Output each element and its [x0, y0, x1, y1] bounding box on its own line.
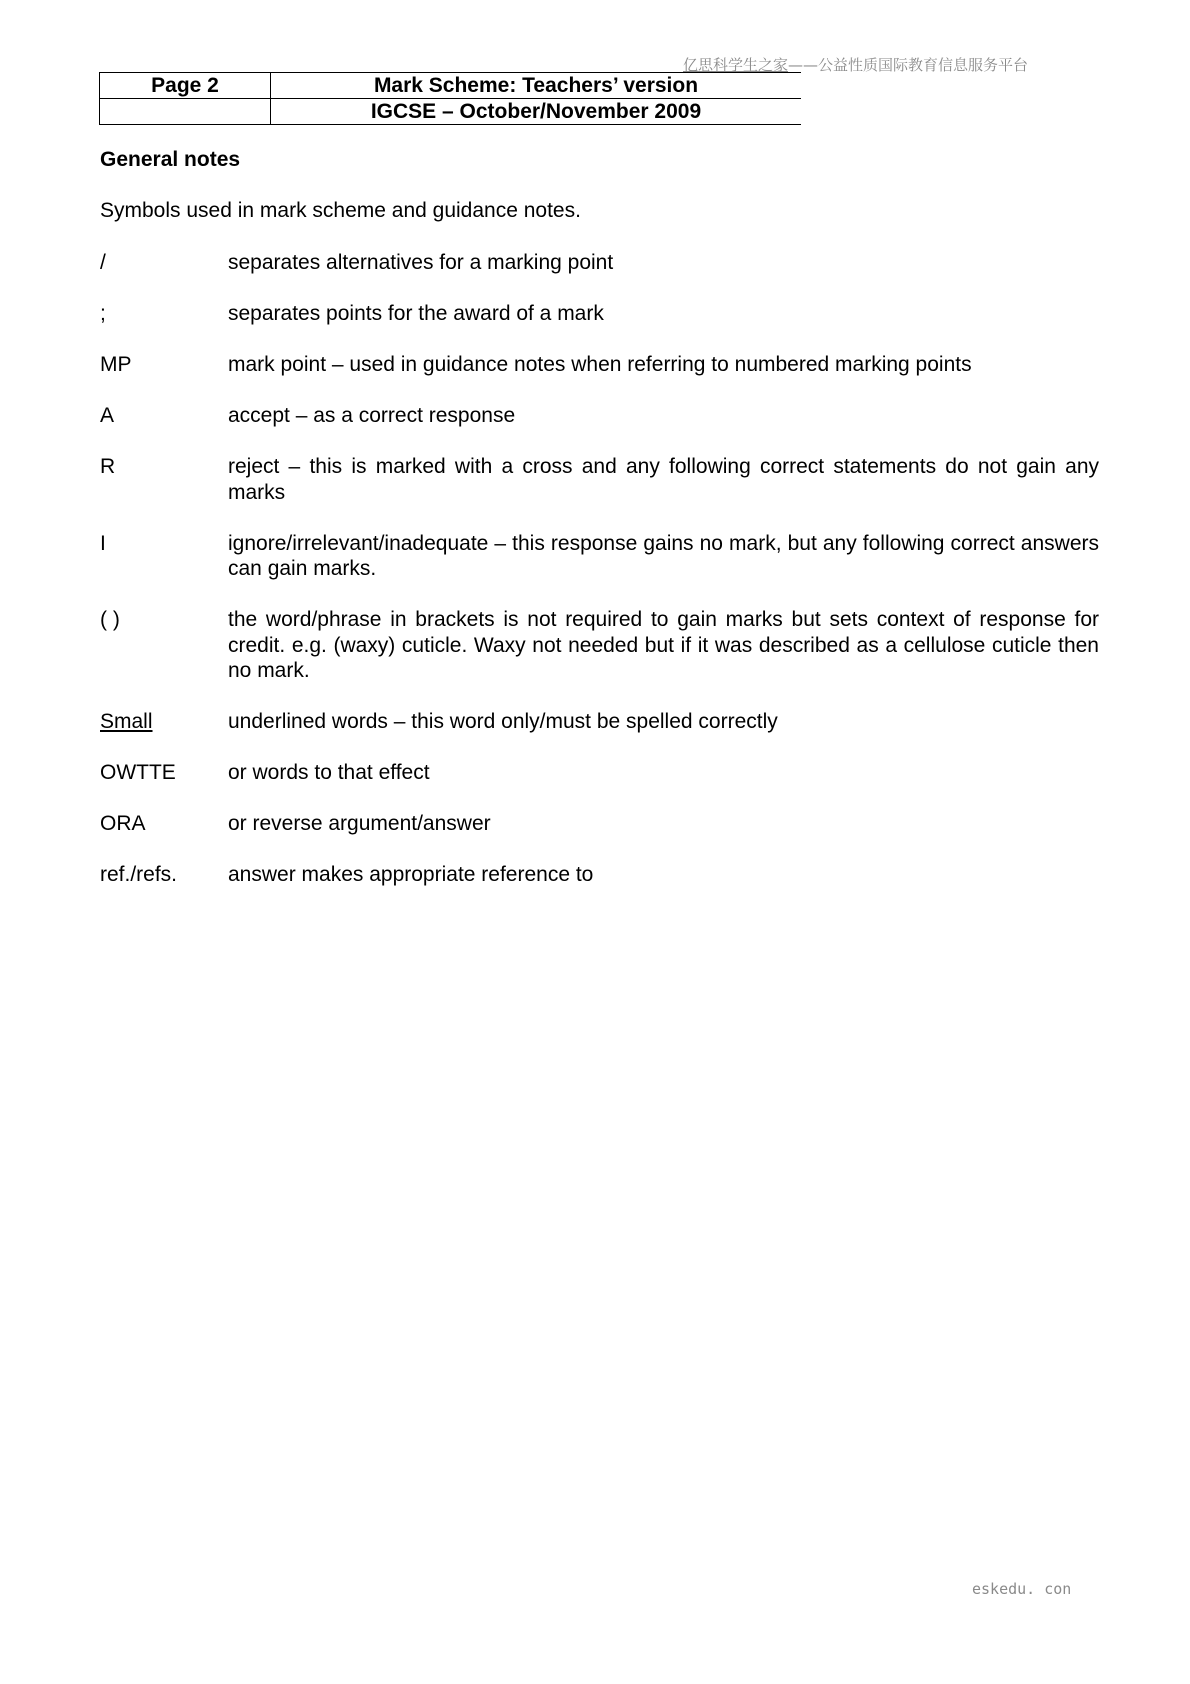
symbol-description: mark point – used in guidance notes when referring to numbered marking points — [228, 353, 972, 376]
symbol: R — [100, 455, 116, 478]
watermark-site: 亿思科学生之家 — [683, 56, 789, 74]
page-header-table — [99, 72, 801, 125]
symbols-list — [100, 250, 1099, 913]
section-heading: General notes — [100, 148, 241, 171]
symbol-description: or words to that effect — [228, 761, 430, 784]
symbol: ; — [100, 302, 106, 325]
symbol-description: underlined words – this word only/must be spelled correctly — [228, 710, 778, 733]
empty-cell — [100, 99, 271, 125]
watermark-bottom: eskedu. con — [972, 1580, 1072, 1598]
symbol-row — [100, 607, 1099, 684]
symbol-description: the word/phrase in brackets is not required to gain marks but sets context of response for credit. e.g. (waxy) cuticle. Waxy not needed but if it was described as a cellulose cuticle then no mark. — [228, 608, 1099, 682]
symbol-description: accept – as a correct response — [228, 404, 516, 427]
symbol-row — [100, 709, 1099, 735]
symbol-description: or reverse argument/answer — [228, 812, 491, 835]
symbol-row — [100, 301, 1099, 327]
symbol: Small — [100, 710, 153, 733]
symbol-description: answer makes appropriate reference to — [228, 863, 594, 886]
symbol-row — [100, 862, 1099, 888]
watermark-tagline: ——公益性质国际教育信息服务平台 — [788, 56, 1029, 74]
symbol-row — [100, 531, 1099, 582]
symbol-description: ignore/irrelevant/inadequate – this response gains no mark, but any following correct answers can gain marks. — [228, 531, 1099, 580]
symbol-row — [100, 454, 1099, 505]
document-title: Mark Scheme: Teachers’ version — [271, 73, 802, 99]
symbol: MP — [100, 353, 132, 376]
symbol: / — [100, 251, 106, 274]
symbol: OWTTE — [100, 761, 176, 784]
symbol-description: reject – this is marked with a cross and any following correct statements do not gain any marks — [228, 455, 1099, 504]
page-number: Page 2 — [100, 73, 271, 99]
symbol: ( ) — [100, 608, 120, 631]
symbol: ORA — [100, 812, 146, 835]
symbol: A — [100, 404, 115, 427]
symbol-description: separates alternatives for a marking point — [228, 251, 614, 274]
symbol-row — [100, 403, 1099, 429]
symbol-row — [100, 811, 1099, 837]
symbol: I — [100, 531, 106, 555]
symbol-row — [100, 250, 1099, 276]
exam-session: IGCSE – October/November 2009 — [271, 99, 802, 125]
symbol-description: separates points for the award of a mark — [228, 302, 604, 325]
symbol-row — [100, 352, 1099, 378]
symbol-row — [100, 760, 1099, 786]
symbol: ref./refs. — [100, 863, 178, 886]
intro-text: Symbols used in mark scheme and guidance notes. — [100, 199, 581, 222]
